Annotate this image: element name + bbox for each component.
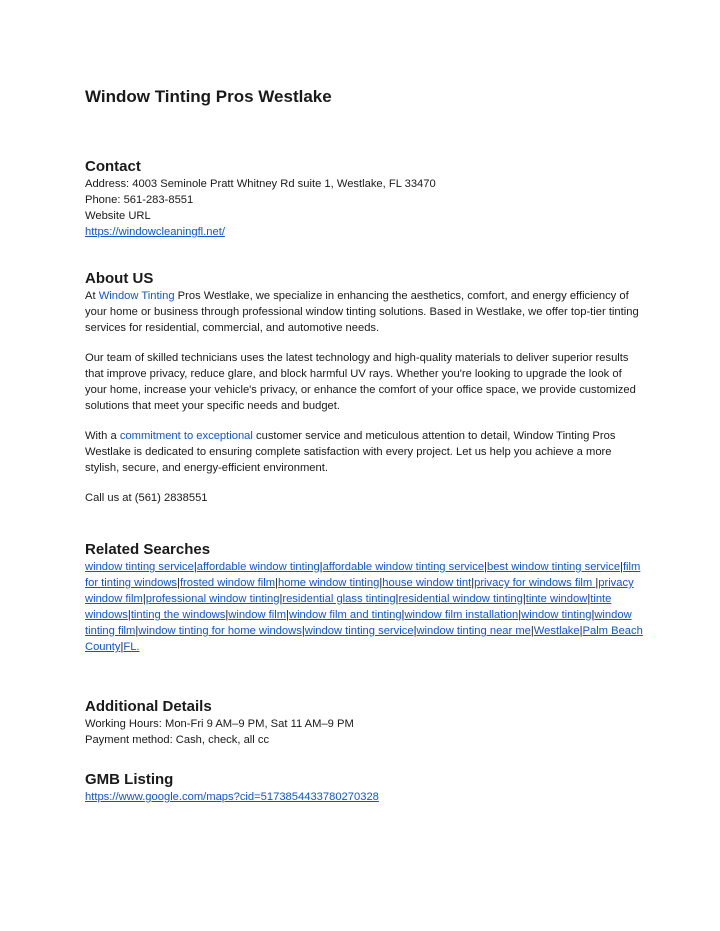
about-p3-pre: With a — [85, 430, 120, 442]
link-separator: | — [279, 593, 283, 605]
link-separator: | — [587, 593, 591, 605]
gmb-section — [85, 771, 645, 805]
related-search-link[interactable]: window tinting film — [85, 609, 632, 637]
link-separator: | — [225, 609, 229, 621]
about-paragraph-2: Our team of skilled technicians uses the latest technology and high-quality materials to deliver superior results that improve privacy, reduce glare, and block harmful UV rays. Whether you're looking to upgrade the look of your home, increase your vehicle's privacy, or enhance the comfort of your office space, we provide customized solutions that meet your specific needs and budget. — [85, 352, 636, 412]
link-separator: | — [518, 609, 522, 621]
related-search-link[interactable]: window tinting for home windows — [138, 625, 302, 637]
link-separator: | — [484, 561, 487, 573]
link-separator: | — [275, 577, 278, 589]
related-search-link[interactable]: tinte window — [525, 593, 588, 605]
additional-details-section — [85, 698, 645, 748]
related-search-link[interactable]: window film and tinting — [288, 609, 402, 621]
link-separator: | — [120, 641, 124, 653]
link-separator: | — [301, 625, 305, 637]
address-text: Address: 4003 Seminole Pratt Whitney Rd suite 1, Westlake, FL 33470 — [85, 178, 436, 190]
gmb-link[interactable]: https://www.google.com/maps?cid=5173854433780270328 — [85, 791, 379, 803]
related-heading: Related Searches — [85, 541, 211, 558]
link-separator: | — [177, 577, 180, 589]
related-search-link[interactable]: window tinting service — [304, 625, 414, 637]
link-separator: | — [522, 593, 526, 605]
related-search-link[interactable]: residential window tinting — [398, 593, 523, 605]
phone-text: Phone: 561-283-8551 — [85, 194, 194, 206]
link-separator: | — [413, 625, 417, 637]
page-title: Window Tinting Pros Westlake — [85, 87, 332, 106]
related-search-link[interactable]: best window tinting service — [486, 561, 621, 573]
website-label: Website URL — [85, 210, 151, 222]
call-us-text: Call us at (561) 2838551 — [85, 492, 208, 504]
related-search-link[interactable]: house window tint — [382, 577, 472, 589]
related-search-link[interactable]: film for tinting windows — [85, 561, 641, 589]
related-search-link[interactable]: frosted window film — [179, 577, 276, 589]
details-heading: Additional Details — [85, 698, 212, 715]
commitment-link[interactable]: commitment to exceptional — [119, 430, 253, 442]
link-separator: | — [620, 561, 623, 573]
link-separator: | — [595, 577, 599, 589]
link-separator: | — [401, 609, 405, 621]
link-separator: | — [319, 561, 323, 573]
related-search-link[interactable]: residential glass tinting — [282, 593, 396, 605]
related-search-link[interactable]: affordable window tinting — [196, 561, 320, 573]
working-hours-text: Working Hours: Mon-Fri 9 AM–9 PM, Sat 11 AM–9 PM — [85, 718, 354, 730]
related-search-link[interactable]: window film — [228, 609, 287, 621]
gmb-heading: GMB Listing — [85, 771, 174, 788]
about-p1-pre: At — [85, 290, 99, 302]
related-search-link[interactable]: privacy for windows film — [474, 577, 596, 589]
related-search-link[interactable]: privacy window film — [85, 577, 634, 605]
about-section — [85, 270, 645, 506]
related-search-link[interactable]: Palm Beach County — [85, 625, 643, 653]
related-search-link[interactable]: window tinting — [521, 609, 592, 621]
related-search-link[interactable]: affordable window tinting service — [322, 561, 485, 573]
related-searches-section — [85, 541, 645, 655]
about-paragraph-1 — [85, 288, 645, 336]
link-separator: | — [135, 625, 139, 637]
about-paragraph-3 — [85, 428, 645, 476]
link-separator: | — [379, 577, 383, 589]
link-separator: | — [591, 609, 595, 621]
about-p1-post: Pros Westlake, we specialize in enhancing the aesthetics, comfort, and energy efficiency of your home or business through professional window tinting solutions. Based in Westlake, we offer top-tier tinting services for residential, commercial, and automotive needs. — [85, 290, 639, 334]
related-search-link[interactable]: tinting the windows — [130, 609, 226, 621]
link-separator: | — [286, 609, 289, 621]
related-search-link[interactable]: window tinting near me — [416, 625, 531, 637]
contact-heading: Contact — [85, 158, 141, 175]
link-separator: | — [530, 625, 534, 637]
website-link[interactable]: https://windowcleaningfl.net/ — [85, 226, 225, 238]
link-separator: | — [127, 609, 131, 621]
link-separator: | — [142, 593, 146, 605]
related-search-link[interactable]: Westlake — [533, 625, 580, 637]
related-search-link[interactable]: professional window tinting — [145, 593, 280, 605]
contact-section — [85, 158, 645, 240]
related-search-link[interactable]: window film installation — [404, 609, 519, 621]
payment-method-text: Payment method: Cash, check, all cc — [85, 734, 270, 746]
link-separator: | — [395, 593, 399, 605]
related-search-link[interactable]: home window tinting — [277, 577, 380, 589]
link-separator: | — [579, 625, 583, 637]
related-search-link[interactable]: FL. — [123, 641, 140, 653]
related-links-list — [85, 559, 645, 655]
link-separator: | — [193, 561, 197, 573]
about-heading: About US — [85, 270, 154, 287]
window-tinting-link[interactable]: Window Tinting — [98, 290, 175, 302]
related-search-link[interactable]: window tinting service — [85, 561, 194, 573]
related-search-link[interactable]: tinte windows — [85, 593, 612, 621]
about-p3-post: customer service and meticulous attention to detail, Window Tinting Pros Westlake is dedicated to ensuring complete satisfaction with every project. Let us help you achieve a more stylish, secure, and energy-efficient environment. — [85, 430, 616, 474]
link-separator: | — [471, 577, 475, 589]
